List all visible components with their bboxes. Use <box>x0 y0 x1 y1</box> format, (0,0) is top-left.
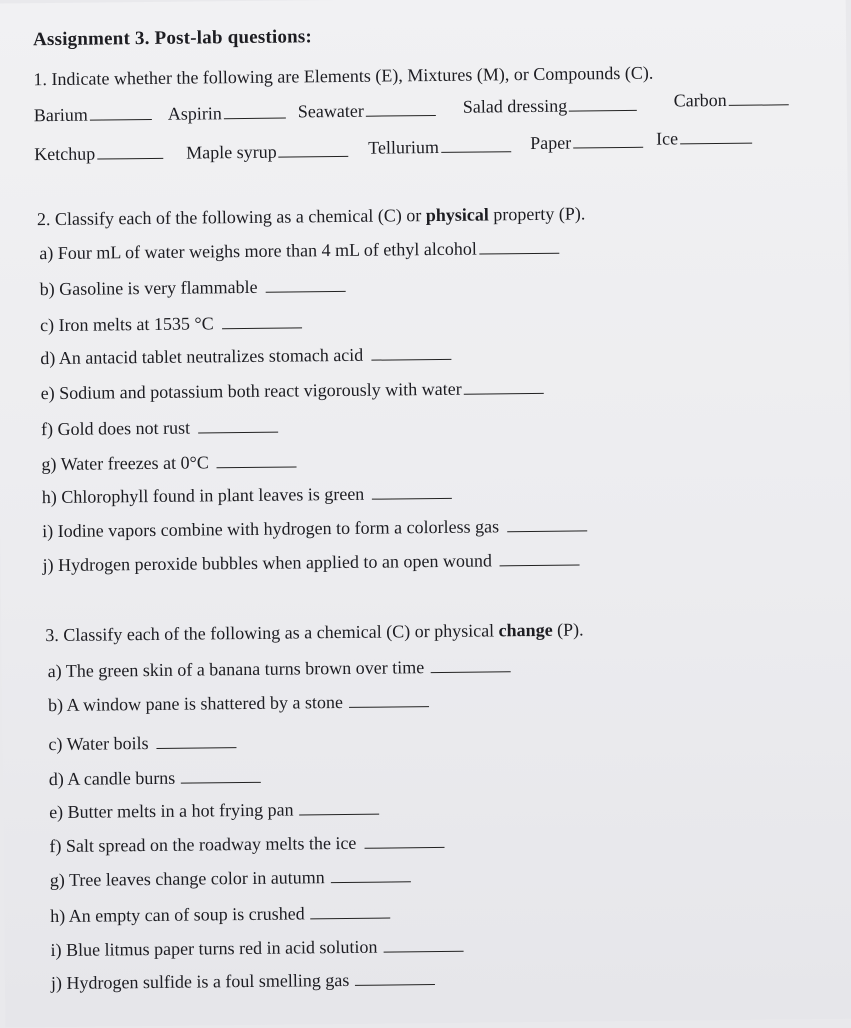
q3-item-i: i) Blue litmus paper turns red in acid solution <box>50 936 463 961</box>
q3-item-d: d) A candle burns <box>49 767 262 790</box>
q1-item-paper: Paper <box>530 132 643 154</box>
q3-item-j: j) Hydrogen sulfide is a foul smelling gas <box>51 969 436 994</box>
q1-item-maple-syrup: Maple syrup <box>186 141 349 164</box>
q1-item-tellurium: Tellurium <box>368 136 511 158</box>
q1-prompt: 1. Indicate whether the following are Elements (E), Mixtures (M), or Compounds (C). <box>33 62 654 90</box>
q1-item-seawater: Seawater <box>298 100 436 122</box>
q2-item-g: g) Water freezes at 0°C <box>41 451 297 475</box>
q3-item-c: c) Water boils <box>48 732 236 755</box>
q3-prompt: 3. Classify each of the following as a chemical (C) or physical change (P). <box>45 619 584 646</box>
q1-item-barium: Barium <box>34 104 152 126</box>
q2-item-j: j) Hydrogen peroxide bubbles when applied to an open wound <box>42 549 580 576</box>
q1-item-aspirin: Aspirin <box>168 103 286 125</box>
q3-item-h: h) An empty can of soup is crushed <box>50 902 391 927</box>
q1-item-ice: Ice <box>656 128 752 150</box>
q2-item-h: h) Chlorophyll found in plant leaves is green <box>42 483 453 508</box>
q2-item-a: a) Four mL of water weighs more than 4 mL of ethyl alcohol <box>39 238 559 264</box>
q2-item-e: e) Sodium and potassium both react vigorously with water <box>41 378 544 404</box>
q3-item-b: b) A window pane is shattered by a stone <box>48 691 429 716</box>
q3-item-f: f) Salt spread on the roadway melts the ice <box>49 832 444 857</box>
q2-item-b: b) Gasoline is very flammable <box>40 276 346 300</box>
q2-prompt: 2. Classify each of the following as a chemical (C) or physical property (P). <box>36 203 586 230</box>
q1-item-salad-dressing: Salad dressing <box>463 95 638 118</box>
q1-item-carbon: Carbon <box>674 89 789 111</box>
q1-item-ketchup: Ketchup <box>34 143 163 165</box>
q3-item-g: g) Tree leaves change color in autumn <box>50 866 411 891</box>
q2-item-d: d) An antacid tablet neutralizes stomach acid <box>40 344 451 369</box>
q2-item-i: i) Iodine vapors combine with hydrogen to form a colorless gas <box>42 515 587 542</box>
assignment-heading: Assignment 3. Post-lab questions: <box>32 26 313 51</box>
q2-item-c: c) Iron melts at 1535 °C <box>40 312 302 336</box>
q3-item-e: e) Butter melts in a hot frying pan <box>49 799 380 823</box>
q2-item-f: f) Gold does not rust <box>41 417 278 440</box>
q3-item-a: a) The green skin of a banana turns brown over time <box>48 656 511 682</box>
